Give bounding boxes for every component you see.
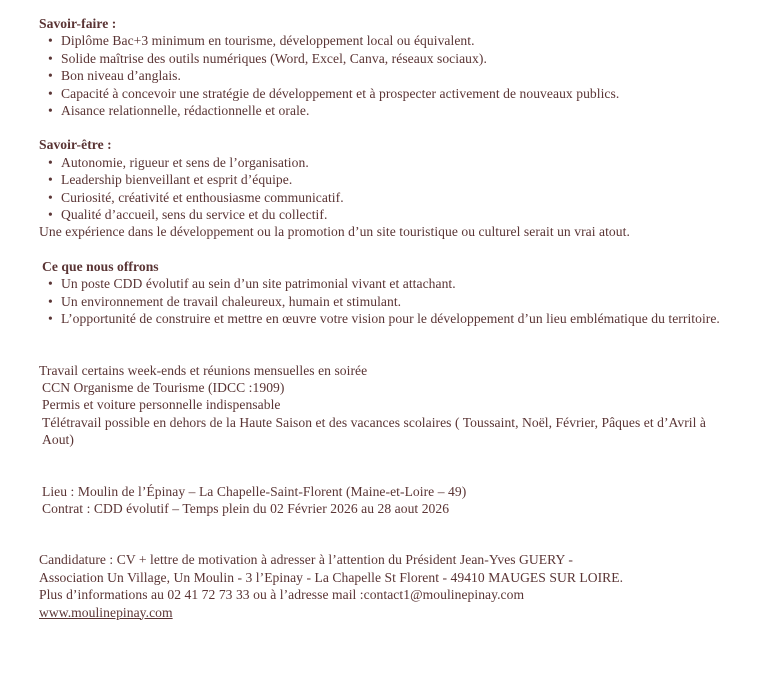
info-lieu: Lieu : Moulin de l’Épinay – La Chapelle-Saint-Florent (Maine-et-Loire – 49) bbox=[42, 483, 467, 499]
list-item: • Qualité d’accueil, sens du service et du collectif. bbox=[61, 206, 739, 223]
offres-heading: Ce que nous offrons bbox=[42, 258, 159, 274]
info-contrat: Contrat : CDD évolutif – Temps plein du 02 Février 2026 au 28 aout 2026 bbox=[42, 500, 450, 516]
spacer bbox=[39, 449, 739, 483]
list-item: • L’opportunité de construire et mettre en œuvre votre vision pour le développement d’un lieu emblématique du territoire. bbox=[61, 310, 739, 327]
savoir-faire-list bbox=[39, 32, 739, 119]
list-item: • Aisance relationnelle, rédactionnelle et orale. bbox=[61, 102, 739, 119]
candidature-line-2: Association Un Village, Un Moulin - 3 l’Epinay - La Chapelle St Florent - 49410 MAUGES SUR LOIRE. bbox=[39, 569, 624, 585]
savoir-faire-heading: Savoir-faire : bbox=[39, 16, 117, 31]
spacer bbox=[39, 241, 739, 258]
conditions-line-ccn: CCN Organisme de Tourisme (IDCC :1909) bbox=[42, 379, 285, 395]
list-item: • Diplôme Bac+3 minimum en tourisme, développement local ou équivalent. bbox=[61, 32, 739, 49]
job-offer-document bbox=[39, 15, 739, 621]
experience-note: Une expérience dans le développement ou la promotion d’un site touristique ou culturel serait un vrai atout. bbox=[39, 224, 630, 240]
offres-list bbox=[39, 275, 739, 327]
conditions-line-permis: Permis et voiture personnelle indispensable bbox=[42, 397, 281, 413]
list-item: • Un poste CDD évolutif au sein d’un site patrimonial vivant et attachant. bbox=[61, 275, 739, 292]
conditions-line-teletravail: Télétravail possible en dehors de la Haute Saison et des vacances scolaires ( Toussaint, Noël, Février, Pâques et d’Avril à Aout) bbox=[42, 414, 706, 448]
list-item: • Solide maîtrise des outils numériques (Word, Excel, Canva, réseaux sociaux). bbox=[61, 50, 739, 67]
list-item: • Leadership bienveillant et esprit d’équipe. bbox=[61, 171, 739, 188]
candidature-line-1: Candidature : CV + lettre de motivation à adresser à l’attention du Président Jean-Yves GUERY - bbox=[39, 552, 573, 568]
savoir-etre-heading: Savoir-être : bbox=[39, 137, 112, 153]
spacer bbox=[39, 328, 739, 362]
website-link[interactable]: www.moulinepinay.com bbox=[39, 604, 173, 620]
list-item: • Bon niveau d’anglais. bbox=[61, 67, 739, 84]
list-item: • Autonomie, rigueur et sens de l’organisation. bbox=[61, 154, 739, 171]
list-item: • Curiosité, créativité et enthousiasme communicatif. bbox=[61, 189, 739, 206]
candidature-line-3: Plus d’informations au 02 41 72 73 33 ou à l’adresse mail :contact1@moulinepinay.com bbox=[39, 587, 525, 603]
conditions-line-weekends: Travail certains week-ends et réunions mensuelles en soirée bbox=[39, 362, 368, 378]
savoir-etre-list bbox=[39, 154, 739, 224]
list-item: • Un environnement de travail chaleureux, humain et stimulant. bbox=[61, 293, 739, 310]
list-item: • Capacité à concevoir une stratégie de développement et à prospecter activement de nouveaux publics. bbox=[61, 85, 739, 102]
spacer bbox=[39, 119, 739, 136]
spacer bbox=[39, 517, 739, 551]
